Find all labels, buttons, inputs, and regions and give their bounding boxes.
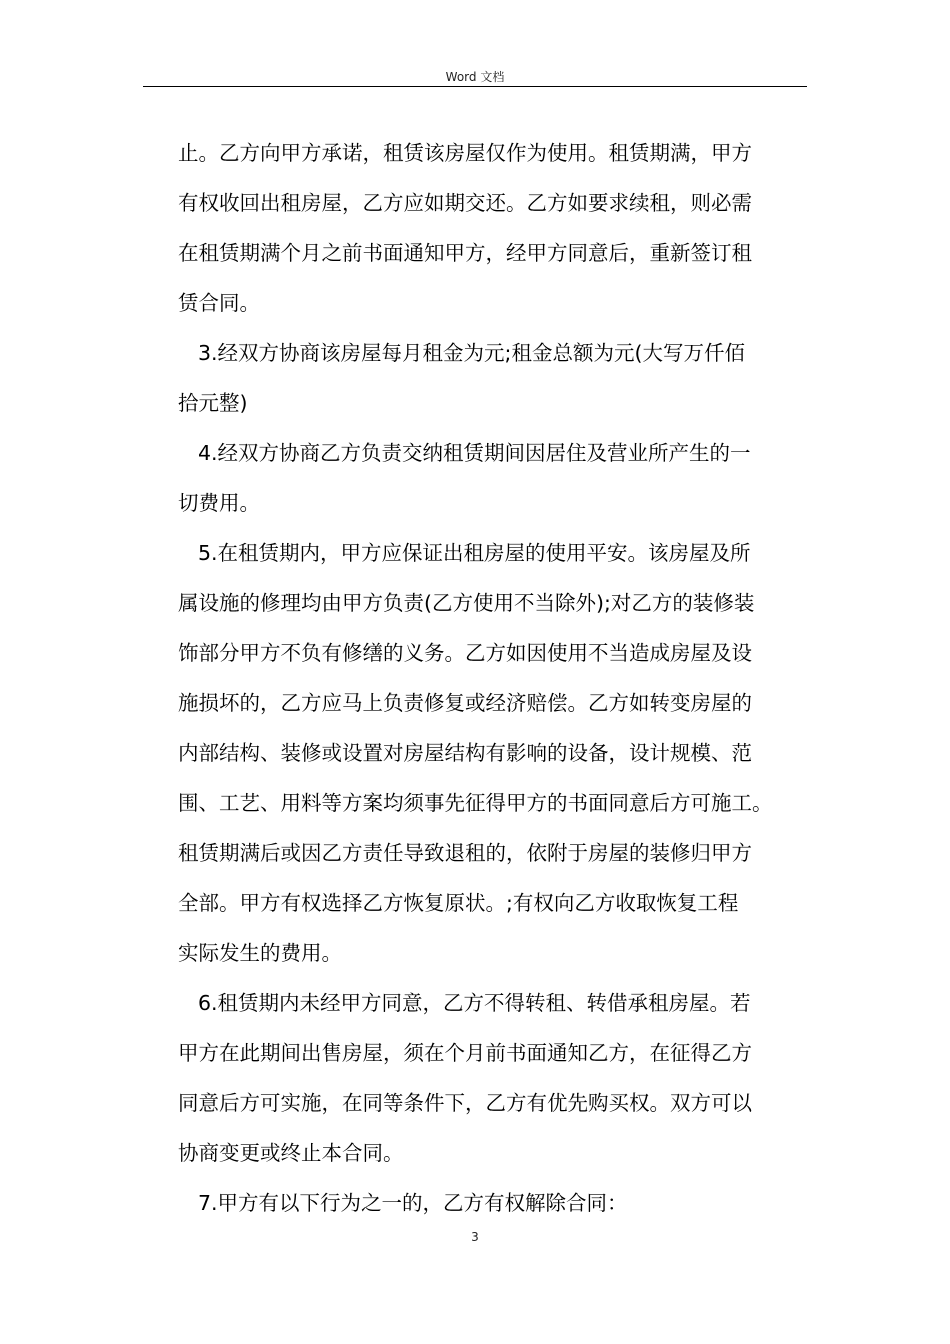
text-line: 5.在租赁期内，甲方应保证出租房屋的使用平安。该房屋及所	[198, 541, 751, 565]
text-line: 在租赁期满个月之前书面通知甲方，经甲方同意后，重新签订租	[178, 241, 752, 265]
text-line: 协商变更或终止本合同。	[178, 1141, 404, 1165]
header-divider	[143, 86, 807, 87]
paragraph-continuation	[178, 128, 808, 328]
text-line: 属设施的修理均由甲方负责(乙方使用不当除外);对乙方的装修装	[178, 591, 755, 615]
text-line: 有权收回出租房屋，乙方应如期交还。乙方如要求续租，则必需	[178, 191, 752, 215]
clause-7	[178, 1178, 808, 1228]
clause-4	[178, 428, 808, 528]
text-line: 围、工艺、用料等方案均须事先征得甲方的书面同意后方可施工。	[178, 791, 773, 815]
clause-5	[178, 528, 808, 978]
document-body	[178, 128, 808, 1228]
clause-3	[178, 328, 808, 428]
text-line: 赁合同。	[178, 291, 260, 315]
text-line: 拾元整)	[178, 391, 248, 415]
clause-6	[178, 978, 808, 1178]
text-line: 3.经双方协商该房屋每月租金为元;租金总额为元(大写万仟佰	[198, 341, 745, 365]
text-line: 施损坏的，乙方应马上负责修复或经济赔偿。乙方如转变房屋的	[178, 691, 752, 715]
text-line: 4.经双方协商乙方负责交纳租赁期间因居住及营业所产生的一	[198, 441, 751, 465]
page-number: 3	[471, 1230, 479, 1244]
text-line: 内部结构、装修或设置对房屋结构有影响的设备，设计规模、范	[178, 741, 752, 765]
text-line: 6.租赁期内未经甲方同意，乙方不得转租、转借承租房屋。若	[198, 991, 751, 1015]
text-line: 甲方在此期间出售房屋，须在个月前书面通知乙方，在征得乙方	[178, 1041, 752, 1065]
text-line: 切费用。	[178, 491, 260, 515]
text-line: 饰部分甲方不负有修缮的义务。乙方如因使用不当造成房屋及设	[178, 641, 752, 665]
text-line: 同意后方可实施，在同等条件下，乙方有优先购买权。双方可以	[178, 1091, 752, 1115]
page-header: Word 文档	[445, 70, 505, 84]
text-line: 7.甲方有以下行为之一的，乙方有权解除合同：	[198, 1191, 628, 1215]
text-line: 全部。甲方有权选择乙方恢复原状。;有权向乙方收取恢复工程	[178, 891, 739, 915]
text-line: 止。乙方向甲方承诺，租赁该房屋仅作为使用。租赁期满，甲方	[178, 141, 752, 165]
text-line: 租赁期满后或因乙方责任导致退租的，依附于房屋的装修归甲方	[178, 841, 752, 865]
text-line: 实际发生的费用。	[178, 941, 342, 965]
